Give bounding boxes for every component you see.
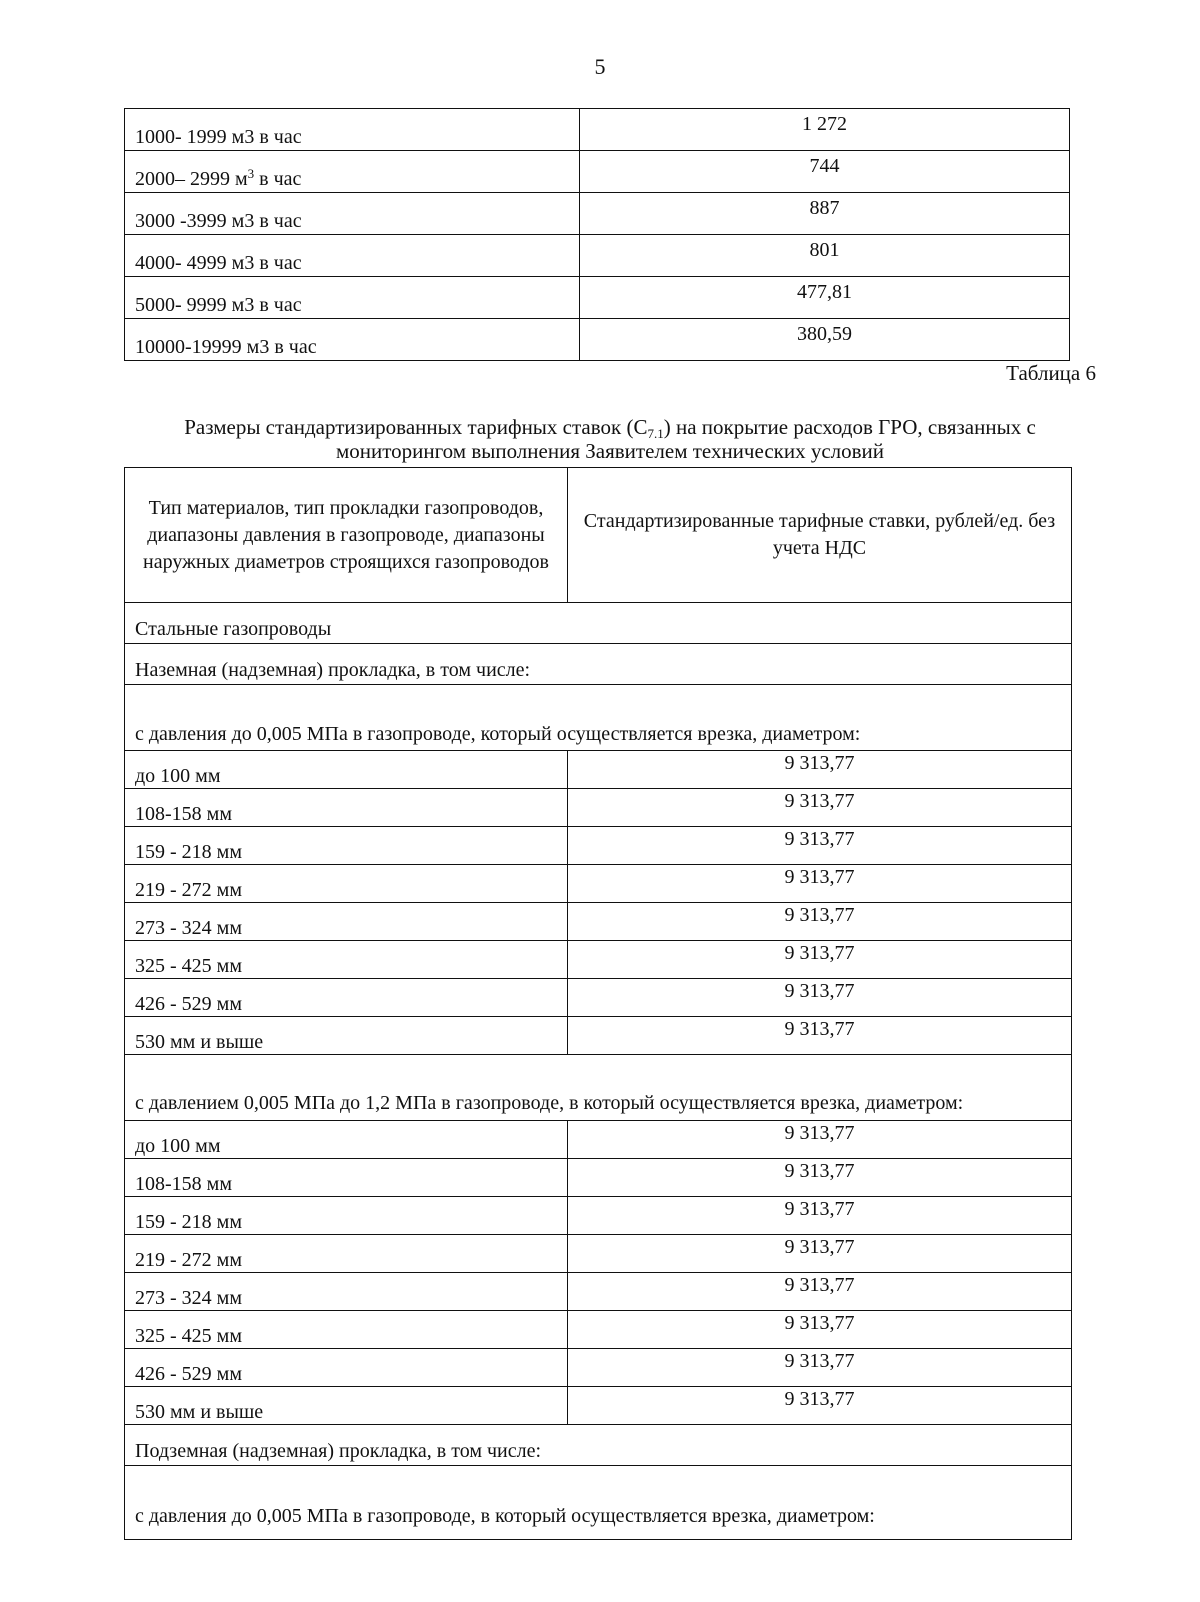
tariff-rate: 9 313,77 xyxy=(568,1387,1072,1425)
section-row xyxy=(125,1466,1072,1540)
table-row xyxy=(125,865,1072,903)
section-row xyxy=(125,603,1072,644)
diameter-range: 273 - 324 мм xyxy=(125,903,568,941)
diameter-range: 108-158 мм xyxy=(125,1159,568,1197)
diameter-range: 325 - 425 мм xyxy=(125,941,568,979)
table-row xyxy=(125,277,1070,319)
row-value: 744 xyxy=(580,151,1070,193)
table-row xyxy=(125,1273,1072,1311)
tariff-rate: 9 313,77 xyxy=(568,1273,1072,1311)
table-row xyxy=(125,235,1070,277)
table-row xyxy=(125,1017,1072,1055)
diameter-range: 219 - 272 мм xyxy=(125,865,568,903)
table-row xyxy=(125,109,1070,151)
pressure-range: с давления до 0,005 МПа в газопроводе, в который осуществляется врезка, диаметром: xyxy=(125,1466,1072,1540)
tariff-table-continuation xyxy=(124,108,1070,361)
row-label-superscript: 3 xyxy=(247,166,255,181)
section-title: Стальные газопроводы xyxy=(125,603,1072,644)
table-row xyxy=(125,151,1070,193)
row-label: 1000- 1999 м3 в час xyxy=(125,109,580,151)
section-row xyxy=(125,685,1072,751)
diameter-range: 426 - 529 мм xyxy=(125,1349,568,1387)
diameter-range: 530 мм и выше xyxy=(125,1387,568,1425)
tariff-rate: 9 313,77 xyxy=(568,1121,1072,1159)
section-row xyxy=(125,644,1072,685)
diameter-group-2 xyxy=(125,1121,1072,1425)
tariff-rate: 9 313,77 xyxy=(568,1197,1072,1235)
row-value: 887 xyxy=(580,193,1070,235)
table-row xyxy=(125,193,1070,235)
table-header-row xyxy=(125,468,1072,603)
table-row xyxy=(125,1387,1072,1425)
tariff-rate: 9 313,77 xyxy=(568,751,1072,789)
row-label-text: 2000– 2999 м xyxy=(135,168,248,190)
table-row xyxy=(125,1197,1072,1235)
caption-text: Размеры стандартизированных тарифных ставок (С xyxy=(184,415,648,439)
row-label: 5000- 9999 м3 в час xyxy=(125,277,580,319)
row-label xyxy=(125,151,580,193)
row-label: 10000-19999 м3 в час xyxy=(125,319,580,361)
header-col-materials: Тип материалов, тип прокладки газопроводов, диапазоны давления в газопроводе, диапазоны наружных диаметров строящихся газопроводов xyxy=(125,468,568,603)
table-row xyxy=(125,1349,1072,1387)
section-row xyxy=(125,1055,1072,1121)
tariff-rate: 9 313,77 xyxy=(568,941,1072,979)
table-row xyxy=(125,1159,1072,1197)
table-row xyxy=(125,789,1072,827)
table-number-label: Таблица 6 xyxy=(1006,361,1096,385)
diameter-range: 273 - 324 мм xyxy=(125,1273,568,1311)
pressure-range: с давлением 0,005 МПа до 1,2 МПа в газопроводе, в который осуществляется врезка, диаметром: xyxy=(125,1055,1072,1121)
tariff-rate: 9 313,77 xyxy=(568,1159,1072,1197)
tariff-rate: 9 313,77 xyxy=(568,789,1072,827)
diameter-range: 108-158 мм xyxy=(125,789,568,827)
header-col-rates: Стандартизированные тарифные ставки, рублей/ед. без учета НДС xyxy=(568,468,1072,603)
row-value: 801 xyxy=(580,235,1070,277)
pressure-range: с давления до 0,005 МПа в газопроводе, который осуществляется врезка, диаметром: xyxy=(125,685,1072,751)
row-value: 380,59 xyxy=(580,319,1070,361)
tariff-table-6 xyxy=(124,467,1072,1540)
diameter-range: до 100 мм xyxy=(125,751,568,789)
table-row xyxy=(125,1121,1072,1159)
page-number: 5 xyxy=(594,54,606,79)
table-row xyxy=(125,827,1072,865)
tariff-rate: 9 313,77 xyxy=(568,865,1072,903)
tariff-rate: 9 313,77 xyxy=(568,1349,1072,1387)
tariff-rate: 9 313,77 xyxy=(568,1017,1072,1055)
table-caption xyxy=(130,415,1090,463)
diameter-range: 426 - 529 мм xyxy=(125,979,568,1017)
caption-text-end: ) на покрытие расходов ГРО, связанных с мониторингом выполнения Заявителем технических условий xyxy=(335,415,1036,463)
laying-type: Подземная (надземная) прокладка, в том числе: xyxy=(125,1425,1072,1466)
row-label: 3000 -3999 м3 в час xyxy=(125,193,580,235)
section-row xyxy=(125,1425,1072,1466)
diameter-range: 530 мм и выше xyxy=(125,1017,568,1055)
laying-type: Наземная (надземная) прокладка, в том числе: xyxy=(125,644,1072,685)
diameter-range: 219 - 272 мм xyxy=(125,1235,568,1273)
caption-subscript: 7.1 xyxy=(647,426,664,441)
diameter-range: 325 - 425 мм xyxy=(125,1311,568,1349)
tariff-rate: 9 313,77 xyxy=(568,903,1072,941)
table-row xyxy=(125,903,1072,941)
table-row xyxy=(125,751,1072,789)
table-row xyxy=(125,979,1072,1017)
row-label-suffix: в час xyxy=(254,168,302,190)
table-row xyxy=(125,941,1072,979)
tariff-rate: 9 313,77 xyxy=(568,1235,1072,1273)
diameter-group-1 xyxy=(125,751,1072,1055)
table-row xyxy=(125,1235,1072,1273)
tariff-rate: 9 313,77 xyxy=(568,979,1072,1017)
diameter-range: 159 - 218 мм xyxy=(125,827,568,865)
row-value: 477,81 xyxy=(580,277,1070,319)
table-row xyxy=(125,319,1070,361)
row-label: 4000- 4999 м3 в час xyxy=(125,235,580,277)
tariff-rate: 9 313,77 xyxy=(568,827,1072,865)
tariff-rate: 9 313,77 xyxy=(568,1311,1072,1349)
diameter-range: 159 - 218 мм xyxy=(125,1197,568,1235)
diameter-range: до 100 мм xyxy=(125,1121,568,1159)
table-row xyxy=(125,1311,1072,1349)
row-value: 1 272 xyxy=(580,109,1070,151)
